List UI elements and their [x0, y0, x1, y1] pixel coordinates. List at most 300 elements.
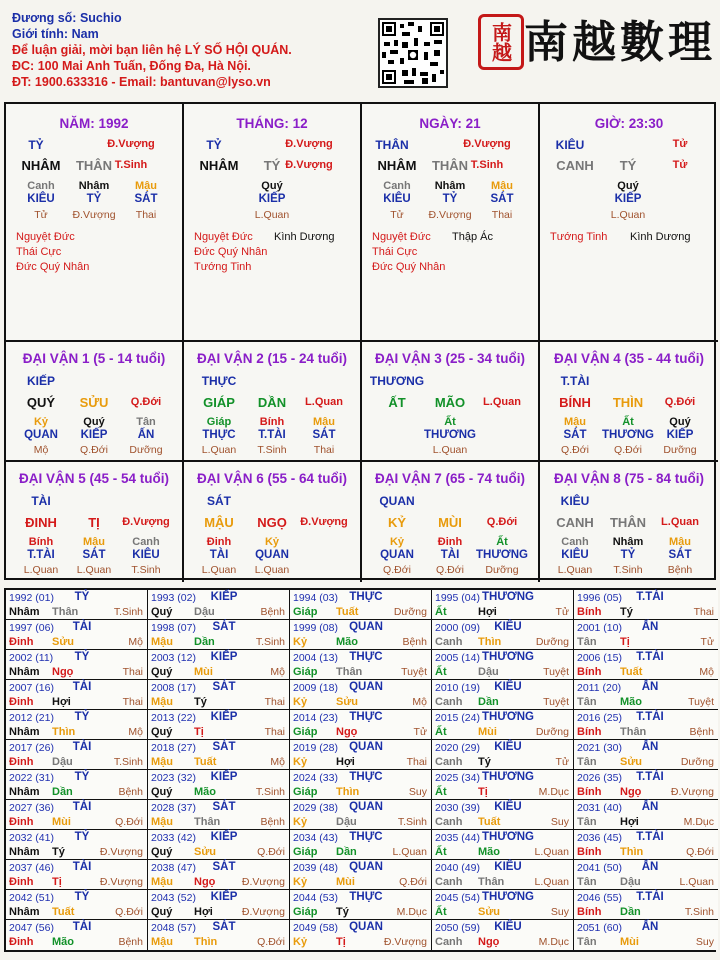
dai-van-title: ĐẠI VẬN 2 (15 - 24 tuổi): [196, 351, 348, 366]
header: [0, 0, 720, 100]
year-ten-god: TỶ: [74, 771, 90, 783]
year-ten-god: SÁT: [212, 801, 236, 813]
dai-van-branch: DẦN: [257, 395, 287, 410]
dai-van-cell: [540, 342, 718, 462]
year-stem: Canh: [435, 636, 463, 648]
year-label: 1996 (05): [577, 592, 622, 604]
year-branch: Dậu: [620, 876, 641, 888]
year-label: 2008 (17): [151, 682, 196, 694]
qr-code-icon: [378, 18, 448, 88]
year-cell: [148, 920, 290, 950]
year-growth-stage: Suy: [695, 936, 714, 948]
growth-stage: Q.Đới: [561, 444, 589, 456]
year-ten-god: ẤN: [641, 741, 659, 753]
year-growth-stage: Thai: [406, 756, 427, 768]
year-branch: Thìn: [336, 786, 360, 798]
symbolic-stars: [372, 230, 445, 275]
year-stem: Quý: [151, 786, 173, 798]
year-growth-stage: T.Sinh: [255, 636, 285, 648]
dai-van-stem: ẤT: [388, 395, 406, 410]
year-growth-stage: Thai: [122, 666, 143, 678]
ten-god: QUAN: [380, 549, 414, 561]
dai-van-stem: BÍNH: [559, 395, 591, 410]
dai-van-star: THỰC: [201, 374, 237, 388]
year-ten-god: KIÊU: [494, 801, 522, 813]
year-branch: Sửu: [52, 636, 75, 648]
year-ten-god: KIÊU: [494, 921, 522, 933]
hidden-stem: Đinh: [437, 536, 463, 548]
year-growth-stage: M.Dục: [396, 906, 427, 918]
year-growth-stage: Q.Đới: [257, 846, 285, 858]
dai-van-branch: SỬU: [79, 395, 109, 410]
pillar-star: THÂN: [375, 138, 409, 152]
year-cell: [6, 770, 148, 800]
ten-god: KIẾP: [258, 193, 286, 205]
growth-stage: Q.Đới: [383, 564, 411, 576]
year-growth-stage: Bệnh: [260, 606, 285, 618]
year-growth-stage: Mộ: [128, 726, 143, 738]
year-ten-god: KIẾP: [210, 771, 238, 783]
symbolic-star: Tướng Tinh: [550, 231, 608, 243]
growth-stage: Q.Đới: [614, 444, 642, 456]
year-cell: [432, 860, 574, 890]
year-growth-stage: L.Quan: [679, 876, 714, 888]
year-cell: [574, 740, 718, 770]
year-label: 2045 (54): [435, 892, 480, 904]
hidden-stem: Canh: [27, 180, 55, 192]
hidden-stem: Bính: [259, 416, 285, 428]
year-cell: [432, 740, 574, 770]
year-label: 2009 (18): [293, 682, 338, 694]
hidden-stem: Quý: [261, 180, 283, 192]
year-stem: Giáp: [293, 726, 318, 738]
growth-stage: Đ.Vượng: [72, 209, 116, 221]
pillar-branch-state: Tử: [672, 159, 688, 171]
year-label: 2044 (53): [293, 892, 338, 904]
ten-god: SÁT: [668, 549, 692, 561]
year-stem: Canh: [435, 696, 463, 708]
year-label: 2011 (20): [577, 682, 622, 694]
growth-stage: Đ.Vượng: [428, 209, 472, 221]
year-branch: Tuất: [336, 606, 359, 618]
year-label: 2042 (51): [9, 892, 54, 904]
year-label: 2019 (28): [293, 742, 338, 754]
hidden-stem: Bính: [28, 536, 54, 548]
year-stem: Nhâm: [9, 786, 40, 798]
hidden-stem: Giáp: [206, 416, 232, 428]
year-label: 2024 (33): [293, 772, 338, 784]
dai-van-cell: [6, 342, 184, 462]
year-cell: [148, 620, 290, 650]
year-branch: Tý: [194, 696, 207, 708]
year-ten-god: T.TÀI: [636, 831, 664, 843]
hidden-stem: Mậu: [313, 416, 335, 428]
year-label: 2010 (19): [435, 682, 480, 694]
year-branch: Sửu: [478, 906, 501, 918]
year-ten-god: THƯƠNG: [482, 591, 534, 603]
ten-god: THƯƠNG: [476, 549, 528, 561]
year-cell: [290, 920, 432, 950]
year-growth-stage: Mộ: [412, 696, 427, 708]
year-ten-god: THƯƠNG: [482, 771, 534, 783]
year-branch: Tý: [52, 846, 65, 858]
year-ten-god: TÀI: [72, 621, 92, 633]
hidden-stem: Đinh: [206, 536, 232, 548]
year-cell: [432, 590, 574, 620]
dai-van-branch: MÃO: [434, 395, 466, 410]
year-growth-stage: M.Dục: [538, 786, 569, 798]
year-branch: Tý: [478, 756, 491, 768]
hidden-stem: Ất: [496, 536, 508, 548]
growth-stage: Q.Đới: [80, 444, 108, 456]
dai-van-branch: MÙI: [438, 515, 462, 530]
growth-stage: L.Quan: [610, 209, 646, 221]
hidden-stem: Quý: [669, 416, 691, 428]
year-label: 2018 (27): [151, 742, 196, 754]
year-ten-god: TỶ: [74, 591, 90, 603]
year-ten-god: KIẾP: [210, 891, 238, 903]
year-label: 1992 (01): [9, 592, 54, 604]
pillar-cell: [184, 104, 362, 342]
year-growth-stage: M.Dục: [538, 936, 569, 948]
year-branch: Thân: [478, 876, 505, 888]
year-ten-god: ẤN: [641, 621, 659, 633]
year-label: 2022 (31): [9, 772, 54, 784]
pillar-star-state: Đ.Vượng: [107, 138, 155, 150]
year-growth-stage: L.Quan: [392, 846, 427, 858]
year-stem: Canh: [435, 756, 463, 768]
year-ten-god: SÁT: [212, 921, 236, 933]
year-branch: Dần: [194, 636, 215, 648]
year-label: 2003 (12): [151, 652, 196, 664]
year-growth-stage: Đ.Vượng: [670, 786, 714, 798]
year-stem: Đinh: [9, 696, 34, 708]
symbolic-star: Thái Cực: [372, 246, 418, 258]
year-ten-god: ẤN: [641, 681, 659, 693]
pillar-branch: TÝ: [619, 158, 637, 173]
year-growth-stage: Đ.Vượng: [383, 936, 427, 948]
growth-stage: Tử: [390, 209, 404, 221]
ten-god: T.TÀI: [27, 549, 55, 561]
year-ten-god: KIÊU: [494, 741, 522, 753]
year-branch: Mùi: [620, 936, 639, 948]
year-branch: Thân: [194, 816, 221, 828]
year-label: 1997 (06): [9, 622, 54, 634]
year-branch: Dậu: [52, 756, 73, 768]
year-cell: [290, 620, 432, 650]
year-label: 2047 (56): [9, 922, 54, 934]
year-cell: [574, 920, 718, 950]
year-branch: Dần: [336, 846, 357, 858]
pillar-stem: NHÂM: [199, 158, 239, 173]
dai-van-title: ĐẠI VẬN 8 (75 - 84 tuổi): [553, 471, 705, 486]
ten-god: KIÊU: [383, 193, 411, 205]
year-cell: [290, 800, 432, 830]
year-branch: Tuất: [52, 906, 75, 918]
dai-van-title: ĐẠI VẬN 1 (5 - 14 tuổi): [22, 351, 166, 366]
year-cell: [290, 710, 432, 740]
growth-stage: Tử: [34, 209, 48, 221]
year-branch: Tuất: [620, 666, 643, 678]
dai-van-star: THƯƠNG: [369, 374, 425, 388]
year-cell: [574, 770, 718, 800]
pillar-star-state: Đ.Vượng: [463, 138, 511, 150]
year-stem: Tân: [577, 816, 597, 828]
year-cell: [148, 890, 290, 920]
year-branch: Thìn: [194, 936, 218, 948]
ten-god: THƯƠNG: [424, 429, 476, 441]
year-ten-god: KIÊU: [494, 621, 522, 633]
year-cell: [148, 590, 290, 620]
year-cell: [148, 860, 290, 890]
year-cell: [574, 830, 718, 860]
symbolic-star: Đức Quý Nhân: [16, 261, 90, 273]
year-cell: [6, 920, 148, 950]
year-growth-stage: Dưỡng: [535, 726, 569, 738]
year-label: 2006 (15): [577, 652, 622, 664]
year-cell: [6, 620, 148, 650]
dai-van-branch: THÂN: [609, 515, 647, 530]
growth-stage: T.Sinh: [257, 444, 287, 456]
pillar-stem: CANH: [556, 158, 594, 173]
year-cell: [432, 620, 574, 650]
growth-stage: L.Quan: [201, 564, 237, 576]
year-growth-stage: Thai: [693, 606, 714, 618]
symbolic-stars: [194, 230, 267, 275]
year-branch: Tị: [478, 786, 488, 798]
year-branch: Mùi: [478, 726, 497, 738]
pillar-star: KIÊU: [555, 138, 585, 152]
growth-stage: T.Sinh: [613, 564, 643, 576]
year-branch: Mùi: [52, 816, 71, 828]
year-cell: [574, 800, 718, 830]
yearly-grid: [4, 588, 716, 952]
year-growth-stage: Q.Đới: [399, 876, 427, 888]
year-growth-stage: Đ.Vượng: [241, 876, 285, 888]
year-label: 2014 (23): [293, 712, 338, 724]
year-growth-stage: T.Sinh: [255, 786, 285, 798]
year-label: 2035 (44): [435, 832, 480, 844]
year-label: 2025 (34): [435, 772, 480, 784]
ten-god: SÁT: [82, 549, 106, 561]
year-ten-god: T.TÀI: [636, 891, 664, 903]
year-growth-stage: Thai: [264, 696, 285, 708]
hidden-stem: Quý: [83, 416, 105, 428]
year-cell: [574, 860, 718, 890]
year-ten-god: T.TÀI: [636, 711, 664, 723]
pillar-title: NĂM: 1992: [59, 116, 129, 131]
year-branch: Thân: [336, 666, 363, 678]
year-label: 2023 (32): [151, 772, 196, 784]
year-growth-stage: Đ.Vượng: [99, 846, 143, 858]
year-stem: Ất: [435, 846, 447, 858]
pillar-branch: THÂN: [431, 158, 469, 173]
year-ten-god: THỰC: [349, 831, 383, 843]
year-growth-stage: Mộ: [270, 666, 285, 678]
year-ten-god: THƯƠNG: [482, 711, 534, 723]
year-stem: Bính: [577, 606, 602, 618]
year-cell: [290, 890, 432, 920]
ten-god: TỶ: [86, 193, 102, 205]
dai-van-title: ĐẠI VẬN 3 (25 - 34 tuổi): [374, 351, 526, 366]
year-stem: Bính: [577, 906, 602, 918]
year-cell: [6, 830, 148, 860]
year-stem: Đinh: [9, 816, 34, 828]
year-ten-god: THỰC: [349, 771, 383, 783]
year-branch: Sửu: [336, 696, 359, 708]
year-growth-stage: Tuyệt: [401, 666, 427, 678]
pillar-title: THÁNG: 12: [236, 116, 308, 131]
dai-van-cell: [362, 462, 540, 582]
year-stem: Quý: [151, 606, 173, 618]
dai-van-star: SÁT: [207, 494, 231, 508]
symbolic-stars: [550, 230, 607, 245]
year-stem: Ất: [435, 726, 447, 738]
year-ten-god: KIÊU: [494, 861, 522, 873]
year-ten-god: QUAN: [349, 921, 383, 933]
year-label: 2029 (38): [293, 802, 338, 814]
year-stem: Kỷ: [293, 876, 308, 888]
contact-line: Để luận giải, mời bạn liên hệ LÝ SỐ HỘI QUÁN.: [12, 43, 292, 57]
year-stem: Nhâm: [9, 726, 40, 738]
year-branch: Hợi: [478, 606, 497, 618]
year-cell: [432, 770, 574, 800]
year-branch: Ngọ: [620, 786, 642, 798]
pillar-star: TỶ: [206, 138, 222, 152]
year-branch: Dần: [52, 786, 73, 798]
year-stem: Ất: [435, 666, 447, 678]
ten-god: QUAN: [24, 429, 58, 441]
year-stem: Kỷ: [293, 936, 308, 948]
year-growth-stage: Dưỡng: [393, 606, 427, 618]
year-branch: Mùi: [336, 876, 355, 888]
year-branch: Thìn: [478, 636, 502, 648]
year-stem: Giáp: [293, 606, 318, 618]
year-branch: Thìn: [620, 846, 644, 858]
year-branch: Dậu: [336, 816, 357, 828]
growth-stage: L.Quan: [432, 444, 468, 456]
year-growth-stage: Tử: [555, 606, 569, 618]
year-cell: [432, 650, 574, 680]
year-branch: Mão: [194, 786, 216, 798]
year-cell: [432, 710, 574, 740]
chart-board: [4, 102, 716, 580]
year-ten-god: SÁT: [212, 681, 236, 693]
ten-god: KIÊU: [132, 549, 160, 561]
year-stem: Tân: [577, 936, 597, 948]
hidden-stem: Kỷ: [389, 536, 405, 548]
year-stem: Nhâm: [9, 906, 40, 918]
pillar-stem: NHÂM: [377, 158, 417, 173]
pillar-stem: NHÂM: [21, 158, 61, 173]
growth-stage: Thai: [491, 209, 513, 221]
year-growth-stage: Đ.Vượng: [99, 876, 143, 888]
year-ten-god: THỰC: [349, 711, 383, 723]
year-growth-stage: Bệnh: [689, 726, 714, 738]
hidden-stem: Nhâm: [612, 536, 644, 548]
symbolic-star: Tướng Tinh: [194, 261, 252, 273]
year-ten-god: QUAN: [349, 861, 383, 873]
year-cell: [6, 860, 148, 890]
year-growth-stage: Suy: [550, 906, 569, 918]
year-stem: Ất: [435, 606, 447, 618]
ten-god: QUAN: [255, 549, 289, 561]
year-stem: Kỷ: [293, 636, 308, 648]
ten-god: KIẾP: [80, 429, 108, 441]
year-growth-stage: Tử: [413, 726, 427, 738]
year-growth-stage: Suy: [550, 816, 569, 828]
pillar-star-state: Tử: [672, 138, 688, 150]
ten-god: TỶ: [620, 549, 636, 561]
dai-van-branch-state: Q.Đới: [486, 516, 518, 528]
symbolic-star: Nguyệt Đức: [372, 231, 431, 243]
year-ten-god: THƯƠNG: [482, 891, 534, 903]
year-ten-god: T.TÀI: [636, 591, 664, 603]
year-ten-god: THƯƠNG: [482, 651, 534, 663]
year-stem: Nhâm: [9, 666, 40, 678]
year-cell: [432, 680, 574, 710]
year-branch: Tị: [52, 876, 62, 888]
gender-value: Nam: [71, 27, 99, 41]
year-label: 2051 (60): [577, 922, 622, 934]
year-cell: [432, 830, 574, 860]
symbolic-star: Kình Dương: [630, 231, 691, 243]
pillar-title: NGÀY: 21: [419, 116, 481, 131]
year-stem: Mậu: [151, 816, 173, 828]
year-cell: [148, 800, 290, 830]
dai-van-cell: [184, 462, 362, 582]
symbolic-star: Nguyệt Đức: [194, 231, 253, 243]
year-label: 2037 (46): [9, 862, 54, 874]
year-branch: Sửu: [194, 846, 217, 858]
growth-stage: T.Sinh: [131, 564, 161, 576]
year-stem: Quý: [151, 846, 173, 858]
year-ten-god: SÁT: [212, 741, 236, 753]
year-growth-stage: T.Sinh: [113, 606, 143, 618]
year-ten-god: KIẾP: [210, 711, 238, 723]
hidden-stem: Mậu: [135, 180, 157, 192]
year-label: 2040 (49): [435, 862, 480, 874]
year-ten-god: TÀI: [72, 681, 92, 693]
year-label: 1993 (02): [151, 592, 196, 604]
year-growth-stage: Q.Đới: [257, 936, 285, 948]
year-branch: Mão: [478, 846, 500, 858]
growth-stage: L.Quan: [557, 564, 593, 576]
phone-email-line: ĐT: 1900.633316 - Email: bantuvan@lyso.vn: [12, 75, 271, 89]
year-ten-god: QUAN: [349, 621, 383, 633]
year-stem: Quý: [151, 726, 173, 738]
dai-van-branch: NGỌ: [257, 515, 287, 530]
year-branch: Dậu: [478, 666, 499, 678]
year-label: 2017 (26): [9, 742, 54, 754]
year-stem: Bính: [577, 726, 602, 738]
pillar-star: TỶ: [28, 138, 44, 152]
year-ten-god: KIÊU: [494, 681, 522, 693]
growth-stage: Thai: [313, 444, 335, 456]
year-stem: Canh: [435, 876, 463, 888]
ten-god: T.TÀI: [258, 429, 286, 441]
dai-van-stem: ĐINH: [25, 515, 57, 530]
year-label: 2004 (13): [293, 652, 338, 664]
ten-god: THỰC: [202, 429, 236, 441]
year-ten-god: TỶ: [74, 711, 90, 723]
hidden-stem: Quý: [617, 180, 639, 192]
year-stem: Mậu: [151, 936, 173, 948]
growth-stage: Mộ: [33, 444, 49, 456]
pillar-cell: [362, 104, 540, 342]
year-stem: Bính: [577, 786, 602, 798]
year-growth-stage: Q.Đới: [686, 846, 714, 858]
